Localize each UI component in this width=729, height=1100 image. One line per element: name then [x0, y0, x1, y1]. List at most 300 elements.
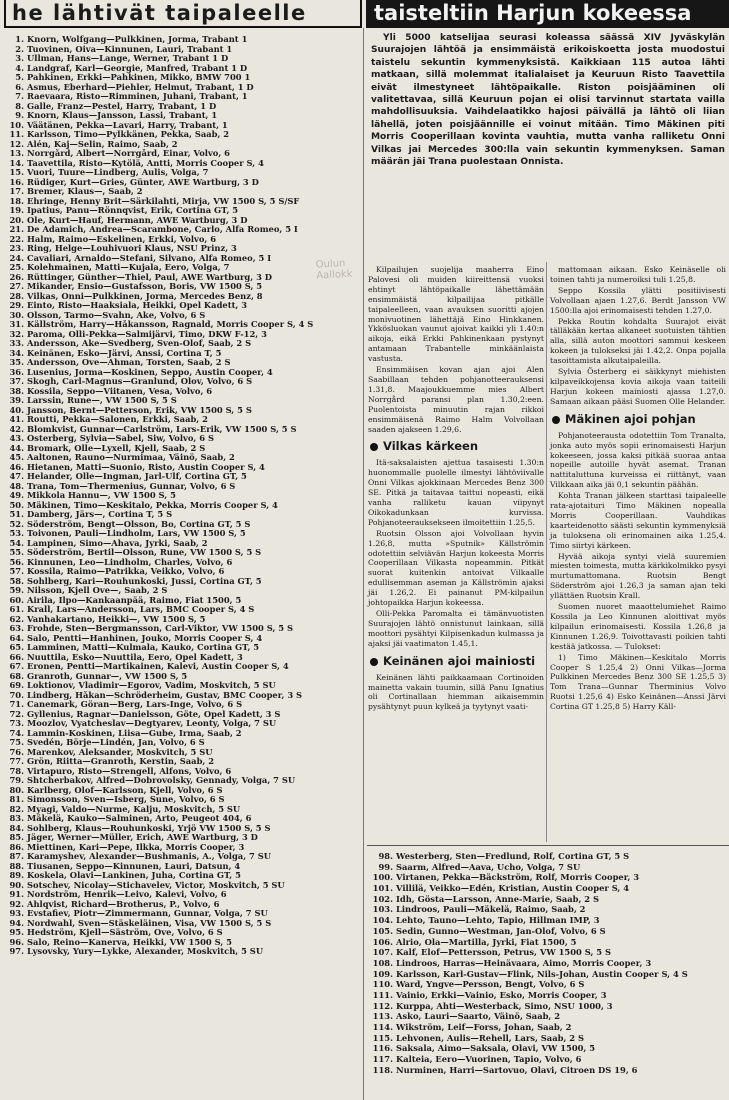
list-item: [4, 900, 360, 910]
entry-number: 9.: [15, 111, 24, 120]
list-item: [4, 444, 360, 454]
entry-text: Idh, Gösta—Larsson, Anne-Marie, Saab, 2 S: [396, 893, 600, 904]
paragraph: Suomen nuoret maaottelumiehet Raimo Kossila ja Leo Kinnunen aloittivat myös kilpailun erinomaisesti. Kossila 1.26,8 ja Kinnunen 1.26,9. Toivottavasti poikien tahti kestää jatkossa. — Tulokset:: [550, 602, 726, 651]
entry-number: 60.: [9, 595, 24, 605]
entry-text: Alén, Kaj—Selin, Raimo, Saab, 2: [27, 139, 178, 149]
paragraph: Olli-Pekka Paromalta ei tämänvuotisten Suurajojen lähtö onnistunut lainkaan, sillä moottori pysähtyi Kilpisenkadun kulmassa ja ajaksi jäi vaatimaton 1.45,1.: [368, 609, 544, 648]
list-item: [367, 1022, 727, 1033]
entry-number: 56.: [9, 557, 24, 567]
list-item: [4, 729, 360, 739]
list-item: [4, 254, 360, 264]
entry-number: 54.: [9, 538, 24, 548]
entry-number: 8.: [15, 101, 24, 111]
list-item: [4, 767, 360, 777]
paragraph: Pohjanoteerausta odotettiin Tom Tranalta, jonka auto myös sopii erinomaisesti Harjun kokeeseen, jossa kaksi pitkää suoraa antaa nopeille autoille hyvät asemat. Tranan nattitaluttuna kurveissa ei riittänyt, vaan Vilkkaan aika jäi 0,1 sekuntin päähän.: [550, 430, 726, 490]
list-item: [367, 969, 727, 980]
list-item: [4, 273, 360, 283]
entry-text: Asko, Lauri—Saarto, Väinö, Saab, 2: [396, 1011, 561, 1022]
entry-number: 106.: [372, 936, 393, 947]
paragraph: 1) Timo Mäkinen—Keskitalo Morris Cooper S 1.25,4 2) Onni Vilkas—Jorma Pulkkinen Mercedes Benz 300 SE 1.25,5 3) Tom Trana—Gunnar Therminius Volvo Ruotsi 1.25,6 4) Esko Keinänen—Anssi Järvi Cortina GT 1.25,8 5) Harry Käll-: [550, 652, 726, 712]
list-item: [4, 472, 360, 482]
entry-number: 27.: [9, 282, 24, 291]
list-item: [4, 406, 360, 416]
entry-number: 84.: [9, 823, 24, 833]
entry-number: 58.: [9, 576, 24, 586]
entry-text: Larssin, Rune—, VW 1500 S, 5 S: [27, 396, 177, 405]
paragraph: Kilpailujen suojelija maaherra Eino Palovesi oli muiden kiireittensä vuoksi ehtinyt lähtöpaikalle lähettämään ensimmäistä kilpailijaa pitkälle taipaleelleen, vaan avauksen suoritti ajojen monivuotinen lähettäjä Eino Hinkkanen. Ykkösluokan vaunut ajoivat kaikki yli 1.40:n aikoja, eikä Erkki Pahkinenkaan pystynyt antamaan Trabantelle minkäänlaista vastusta.: [368, 265, 544, 364]
entry-text: Toivonen, Pauli—Lindholm, Lars, VW 1500 S, 5: [27, 529, 246, 538]
list-item: [4, 140, 360, 150]
entry-number: 48.: [9, 481, 24, 491]
list-item: [4, 168, 360, 178]
list-item: [4, 938, 360, 948]
entry-number: 92.: [9, 899, 24, 909]
entry-number: 63.: [9, 624, 24, 633]
entry-text: Tuovinen, Oiva—Kinnunen, Lauri, Trabant 1: [27, 44, 233, 54]
entry-text: Olsson, Tarmo—Svahn, Ake, Volvo, 6 S: [27, 310, 206, 320]
entry-number: 5.: [15, 73, 24, 82]
list-item: [4, 244, 360, 254]
list-item: [4, 301, 360, 311]
entry-text: Ahlqvist, Richard—Brotherus, P., Volvo, 6: [27, 899, 220, 909]
list-item: [4, 947, 360, 957]
entry-number: 78.: [9, 766, 24, 776]
entry-number: 117.: [372, 1054, 393, 1065]
entry-text: Asmus, Eberhard—Piehler, Helmut, Trabant, 1 D: [27, 82, 254, 92]
paragraph: Ruotsin Olsson ajoi Volvollaan hyvin 1.26,8, mutta »Sputnik» Källströmin odotettiin selviävän Harjun kokeesta Morris Cooperillaan Vilkasta nopeammin. Pitkät suorat kuitenkin antoivat Vilkaalle edullisemman aseman ja Källströmin ajaksi jäi 1.26,2. Ei painanut PM-kilpailun johtopaikka Harjun kokeessa.: [368, 528, 544, 608]
list-item: [4, 159, 360, 169]
entry-text: Gyllenius, Ragnar—Danielsson, Göte, Opel Kadett, 3 S: [27, 709, 281, 719]
entry-number: 40.: [9, 405, 24, 415]
entry-text: Karlberg, Olof—Karlsson, Kjell, Volvo, 6 S: [27, 785, 223, 795]
list-item: [4, 235, 360, 245]
entry-text: Lehvonen, Aulis—Rehell, Lars, Saab, 2 S: [396, 1032, 584, 1043]
entry-text: Salo, Pentti—Hanhinen, Jouko, Morris Cooper S, 4: [27, 633, 263, 643]
entry-text: Damberg, Järs—, Cortina T, 5 S: [27, 510, 173, 519]
list-item: [4, 178, 360, 188]
entry-text: Bromark, Olle—Lyxell, Kjell, Saab, 2 S: [27, 443, 206, 453]
list-item: [4, 558, 360, 568]
entry-number: 34.: [9, 348, 24, 358]
entry-number: 12.: [9, 139, 24, 149]
entry-number: 45.: [9, 453, 24, 462]
list-item: [4, 187, 360, 197]
entry-text: Sohlberg, Klaus—Rouhunkoski, Yrjö VW 1500 S, 5 S: [27, 823, 271, 833]
entry-number: 26.: [9, 272, 24, 282]
subheading-text: Mäkinen ajoi pohjan: [565, 411, 696, 426]
entry-text: Raevaara, Risto—Rimminen, Juhani, Trabant, 1: [27, 92, 248, 101]
entry-number: 87.: [9, 852, 24, 861]
entry-number: 64.: [9, 633, 24, 643]
entry-text: Eronen, Pentti—Martikainen, Kalevi, Austin Cooper S, 4: [27, 662, 289, 671]
list-item: [4, 510, 360, 520]
entry-number: 10.: [9, 120, 24, 130]
entry-number: 103.: [372, 904, 393, 915]
entry-text: Karlsson, Timo—Pylkkänen, Pekka, Saab, 2: [27, 130, 230, 139]
entry-number: 79.: [9, 776, 24, 785]
list-item: [4, 919, 360, 929]
entry-number: 36.: [9, 367, 24, 377]
entry-text: Taavettila, Risto—Kytölä, Antti, Morris Cooper S, 4: [27, 158, 264, 168]
entry-text: Ehringe, Henny Brit—Särkilahti, Mirja, VW 1500 S, 5 S/SF: [27, 196, 300, 206]
entry-text: Sotschev, Nicolay—Stichavelev, Victor, Moskvitch, 5 SU: [27, 880, 285, 890]
entry-number: 89.: [9, 871, 24, 880]
list-item: [4, 64, 360, 74]
list-item: [4, 54, 360, 64]
entry-text: Shtcherbakov, Alfred—Dobrovolsky, Gennady, Volga, 7 SU: [27, 776, 296, 785]
bullet-icon: [370, 658, 378, 666]
list-item: [367, 958, 727, 969]
entry-number: 61.: [9, 605, 24, 614]
entry-number: 7.: [15, 92, 24, 101]
list-item: [4, 396, 360, 406]
list-item: [4, 605, 360, 615]
list-item: [4, 349, 360, 359]
list-item: [4, 482, 360, 492]
list-item: [367, 894, 727, 905]
entry-number: 111.: [372, 989, 393, 1000]
list-item: [367, 979, 727, 990]
entry-text: Jansson, Bernt—Petterson, Erik, VW 1500 S, 5 S: [27, 405, 252, 415]
entry-text: Väätänen, Pekka—Lavari, Harry, Trabant, 1: [27, 120, 228, 130]
list-item: [4, 520, 360, 530]
entry-number: 29.: [9, 301, 24, 310]
entry-text: Aaltonen, Rauno—Nurmimaa, Väinö, Saab, 2: [27, 453, 235, 462]
entry-text: Sohlberg, Kari—Rouhunkoski, Jussi, Cortina GT, 5: [27, 576, 262, 586]
entry-text: Krall, Lars—Andersson, Lars, BMC Cooper S, 4 S: [27, 605, 255, 614]
list-item: [4, 92, 360, 102]
entry-text: Pahkinen, Erkki—Pahkinen, Mikko, BMW 700 1: [27, 73, 251, 82]
list-item: [4, 577, 360, 587]
entry-text: Nurminen, Harri—Sartovuo, Olavi, Citroen DS 19, 6: [396, 1064, 638, 1075]
entry-number: 50.: [9, 500, 24, 510]
entry-text: Lysovsky, Yury—Lykke, Alexander, Moskvitch, 5 SU: [27, 947, 264, 956]
entry-text: Marenkov, Aleksander, Moskvitch, 5 SU: [27, 747, 213, 757]
entry-text: Lusenius, Jorma—Koskinen, Seppo, Austin Cooper, 4: [27, 367, 273, 377]
list-item: [4, 909, 360, 919]
list-item: [4, 814, 360, 824]
list-item: [4, 339, 360, 349]
entry-number: 93.: [9, 909, 24, 918]
list-item: [4, 567, 360, 577]
entry-text: Nuuttila, Esko—Nuuttila, Eero, Opel Kadett, 3: [27, 652, 243, 662]
entry-number: 1.: [15, 35, 24, 44]
entry-number: 44.: [9, 443, 24, 453]
entry-number: 115.: [372, 1032, 393, 1043]
list-item: [4, 149, 360, 159]
entry-text: Alrio, Ola—Martilla, Jyrki, Fiat 1500, 5: [396, 936, 577, 947]
entry-text: Mäkinen, Timo—Keskitalo, Pekka, Morris Cooper S, 4: [27, 500, 278, 510]
list-item: [4, 111, 360, 121]
entry-text: Miettinen, Kari—Pepe, Ilkka, Morris Cooper, 3: [27, 842, 245, 852]
entry-text: Norrgård, Albert—Norrgård, Einar, Volvo, 6: [27, 149, 230, 158]
entry-number: 107.: [372, 947, 393, 958]
entry-number: 51.: [9, 510, 24, 519]
entry-number: 118.: [372, 1064, 393, 1075]
entry-text: Frohde, Sten—Bergmansson, Carl-Viktor, VW 1500 S, 5 S: [27, 624, 293, 633]
subheading-text: Vilkas kärkeen: [383, 439, 479, 454]
list-item: [4, 463, 360, 473]
entry-text: Kinnunen, Leo—Lindholm, Charles, Volvo, 6: [27, 557, 233, 567]
entry-number: 67.: [9, 662, 24, 671]
entry-text: Loktionov, Vladimir—Egorov, Vadim, Moskvitch, 5 SU: [27, 681, 276, 690]
lead-text: Yli 5000 katselijaa seurasi koleassa säässä XIV Jyväskylän Suurajojen lähtöä ja ensimmäistä erikoiskoetta josta muodostui taistelu sekuntin kymmenyksistä. Kaikkiaan 115 autoa lähti matkaan, sillä molemmat italialaiset ja Keuruun Risto Taavettila eivät ilmestyneet lähtöpaikalle. Riston poisjääminen oli valitettavaa, sillä Keuruun pojan ei olisi tarvinnut startata vailla mahdollisuuksia. Vaihdelaatikko hajosi päivällä ja lähtö oli liian lähellä, joten poisjäännille ei voinut mitään. Timo Mäkinen piti Morris Cooperillaan kovinta vauhtia, mutta vanha ralliketu Onni Vilkas jai Mercedes 300:lla vain sekuntin kymmenyksen. Saman määrän jäi Trana puolestaan Onnista.: [371, 33, 725, 168]
entry-text: Andersson, Ove—Ahman, Torsten, Saab, 2 S: [27, 358, 231, 367]
lead-paragraph: [371, 32, 725, 168]
entry-number: 88.: [9, 861, 24, 871]
list-item: [4, 130, 360, 140]
subheading-text: Keinänen ajoi mainiosti: [383, 653, 536, 668]
entry-number: 113.: [372, 1011, 393, 1022]
entry-number: 22.: [9, 234, 24, 244]
list-item: [4, 843, 360, 853]
list-item: [367, 1065, 727, 1076]
entry-text: Nordström, Henrik—Leivo, Kalevi, Volvo, 6: [27, 890, 227, 899]
list-item: [4, 320, 360, 330]
bullet-icon: [370, 443, 378, 451]
entry-text: Hedström, Kjell—Säström, Ove, Volvo, 6 S: [27, 928, 223, 937]
list-item: [367, 851, 727, 862]
entry-number: 86.: [9, 842, 24, 852]
entry-number: 70.: [9, 690, 24, 700]
entry-text: Villilä, Veikko—Edén, Kristian, Austin Cooper S, 4: [396, 883, 630, 894]
list-item: [4, 852, 360, 862]
list-item: [4, 634, 360, 644]
entry-number: 109.: [372, 968, 393, 979]
paragraph: Sylvia Österberg ei säikkynyt miehisten kilpaveikkojensa kovia aikoja vaan taiteili Harjun kokeen mainiosti ajassa 1.27,0. Samaan aikaan pääsi Suomen Olle Helander.: [550, 367, 726, 406]
entry-text: Ullman, Hans—Lange, Werner, Trabant 1 D: [27, 54, 229, 63]
entry-text: Knorn, Wolfgang—Pulkkinen, Jorma, Trabant 1: [27, 35, 248, 44]
entry-number: 76.: [9, 747, 24, 757]
entry-text: Grön, Riitta—Granroth, Kerstin, Saab, 2: [27, 757, 215, 766]
list-item: [4, 748, 360, 758]
entry-text: Myagi, Valdo—Nurme, Kalju, Moskvitch, 5 SU: [27, 804, 241, 814]
entry-text: Andersson, Ake—Svedberg, Sven-Olof, Saab, 2 S: [27, 339, 252, 348]
list-item: [4, 548, 360, 558]
list-item: [4, 691, 360, 701]
entry-text: Westerberg, Sten—Fredlund, Rolf, Cortina GT, 5 S: [396, 851, 630, 861]
entry-number: 101.: [372, 883, 393, 894]
entry-number: 53.: [9, 529, 24, 538]
list-item: [4, 719, 360, 729]
entry-text: Landgraf, Karl—Georgie, Manfred, Trabant 1 D: [27, 63, 248, 73]
entry-number: 98.: [378, 851, 393, 861]
entry-number: 38.: [9, 386, 24, 396]
list-item: [4, 928, 360, 938]
list-item: [4, 263, 360, 273]
entry-number: 68.: [9, 671, 24, 681]
entry-number: 49.: [9, 491, 24, 500]
entry-number: 16.: [9, 177, 24, 187]
list-item: [4, 292, 360, 302]
entry-number: 83.: [9, 814, 24, 823]
entry-text: Lindroos, Pauli—Mäkelä, Raimo, Saab, 2: [396, 904, 586, 915]
list-item: [4, 738, 360, 748]
entry-text: De Adamich, Andrea—Scarambone, Carlo, Alfa Romeo, 5 I: [27, 225, 298, 234]
list-item: [4, 102, 360, 112]
entry-text: Lampinen, Simo—Ahava, Jyrki, Saab, 2: [27, 538, 208, 548]
headline-right: taisteltiin Harjun kokeessa: [366, 0, 729, 28]
entry-text: Skogh, Carl-Magnus—Granlund, Olov, Volvo, 6 S: [27, 377, 253, 386]
entry-text: Lindberg, Håkan—Schröderheim, Gustav, BMC Cooper, 3 S: [27, 690, 303, 700]
entry-text: Källström, Harry—Håkansson, Ragnald, Morris Cooper S, 4 S: [27, 320, 314, 329]
entry-text: Helander, Olle—Ingman, Jarl-Ulf, Cortina GT, 5: [27, 472, 247, 481]
entry-number: 74.: [9, 728, 24, 738]
entry-text: Kossila, Seppo—Viitanen, Vesa, Volvo, 6: [27, 386, 213, 396]
list-item: [4, 121, 360, 131]
entry-number: 43.: [9, 434, 24, 443]
list-item: [367, 1033, 727, 1044]
entry-number: 114.: [372, 1022, 393, 1032]
list-item: [4, 871, 360, 881]
list-item: [4, 805, 360, 815]
entry-list-left: [4, 35, 360, 957]
list-item: [4, 368, 360, 378]
list-item: [4, 662, 360, 672]
entry-text: Rüdiger, Kurt—Gries, Günter, AWE Wartburg, 3 D: [27, 177, 259, 187]
entry-text: Saarm, Alfred—Aava, Ucho, Volga, 7 SU: [396, 861, 581, 872]
list-item: [4, 643, 360, 653]
entry-number: 55.: [9, 548, 24, 557]
entry-text: Rüttinger, Günther—Thiel, Paul, AWE Wartburg, 3 D: [27, 272, 273, 282]
entry-text: Granroth, Gunnar—, VW 1500 S, 5: [27, 671, 188, 681]
list-item: [4, 681, 360, 691]
list-item: [4, 434, 360, 444]
list-item: [4, 282, 360, 292]
entry-number: 80.: [9, 785, 24, 795]
entry-text: Moozlov, Vyatcheslav—Degtyarev, Leonty, Volga, 7 SU: [27, 719, 277, 728]
entry-number: 23.: [9, 244, 24, 253]
entry-number: 99.: [378, 861, 393, 872]
entry-number: 65.: [9, 643, 24, 652]
entry-number: 28.: [9, 291, 24, 301]
list-item: [4, 216, 360, 226]
entry-number: 77.: [9, 757, 24, 766]
entry-number: 71.: [9, 700, 24, 709]
entry-text: Canemark, Göran—Berg, Lars-Inge, Volvo, 6 S: [27, 700, 243, 709]
list-item: [4, 387, 360, 397]
entry-text: Galle, Franz—Pestel, Harry, Trabant, 1 D: [27, 101, 217, 111]
entry-number: 116.: [372, 1043, 393, 1054]
entry-number: 4.: [15, 63, 24, 73]
list-item: [367, 1054, 727, 1065]
list-item: [367, 1011, 727, 1022]
entry-number: 41.: [9, 415, 24, 424]
entry-number: 110.: [372, 979, 393, 990]
entry-text: Jäger, Werner—Müller, Erich, AWE Wartburg, 3 D: [27, 833, 258, 842]
entry-number: 3.: [15, 54, 24, 63]
list-item: [4, 624, 360, 634]
list-item: [4, 653, 360, 663]
entry-text: Lammin-Koskinen, Liisa—Gube, Irma, Saab, 2: [27, 728, 242, 738]
entry-text: Svedén, Börje—Lindén, Jan, Volvo, 6 S: [27, 738, 205, 747]
entry-text: Ring, Helge—Louhivuori Klaus, NSU Prinz, 3: [27, 244, 237, 253]
list-item: [367, 862, 727, 873]
entry-text: Trana, Tom—Thermenius, Gunnar, Volvo, 6 S: [27, 481, 236, 491]
headline-left: he lähtivät taipaleelle: [4, 0, 362, 28]
list-item: [4, 453, 360, 463]
entry-number: 2.: [15, 44, 24, 54]
list-item: [4, 757, 360, 767]
list-item: [367, 1001, 727, 1012]
paragraph: Seppo Kossila ylätti positiivisesti Volvollaan ajaen 1.27,6. Berdt Jansson VW 1500:lla ajoi erinomaisesti tehden 1.27,0.: [550, 285, 726, 315]
list-item: [4, 862, 360, 872]
entry-text: Koskela, Olavi—Lankinen, Juha, Cortina GT, 5: [27, 871, 241, 880]
entry-number: 108.: [372, 957, 393, 968]
entry-text: Tiusanen, Seppo—Kinnunen, Lauri, Datsun, 4: [27, 861, 241, 871]
entry-text: Vanhakartano, Heikki—, VW 1500 S, 5: [27, 614, 206, 624]
entry-text: Einto, Risto—Haaksiala, Heikki, Opel Kadett, 3: [27, 301, 248, 310]
entry-text: Nordwahl, Sven—Stäskeläinen, Visa, VW 1500 S, 5 S: [27, 918, 272, 928]
entry-number: 66.: [9, 652, 24, 662]
entry-number: 85.: [9, 833, 24, 842]
list-item: [4, 501, 360, 511]
list-item: [4, 415, 360, 425]
entry-text: Vuori, Tuure—Lindberg, Aulis, Volga, 7: [27, 168, 209, 177]
list-item: [4, 786, 360, 796]
list-item: [367, 872, 727, 883]
list-item: [367, 990, 727, 1001]
entry-number: 95.: [9, 928, 24, 937]
article-column-a: [368, 265, 544, 713]
entry-text: Söderström, Bengt—Olsson, Bo, Cortina GT, 5 S: [27, 519, 251, 529]
list-item: [4, 225, 360, 235]
entry-number: 6.: [15, 82, 24, 92]
entry-list-right: [367, 851, 727, 1075]
entry-text: Simonsson, Sven—Isberg, Sune, Volvo, 6 S: [27, 795, 225, 804]
entry-number: 25.: [9, 263, 24, 272]
list-item: [4, 330, 360, 340]
entry-text: Karamyshev, Alexander—Bushmanis, A., Volga, 7 SU: [27, 852, 272, 861]
list-item: [4, 45, 360, 55]
list-item: [367, 926, 727, 937]
entry-text: Paroma, Olli-Pekka—Salmijärvi, Timo, DKW F-12, 3: [27, 329, 267, 339]
entry-number: 42.: [9, 424, 24, 434]
entry-text: Vilkas, Onni—Pulkkinen, Jorma, Mercedes Benz, 8: [27, 291, 263, 301]
list-item: [4, 881, 360, 891]
paragraph: Ensimmäisen kovan ajan ajoi Alen Saabillaan tehden pohjanotteerauksensi 1.31,8. Maajoukkuemme mies Albert Norrgård paransi plan 1.30,2:een. Puolentoista minuutin rajan rikkoi ensimmäisenä Raimo Halm Volvollaan saaden ajakseen 1.29,6.: [368, 365, 544, 434]
list-item: [4, 700, 360, 710]
entry-text: Söderström, Bertil—Olsson, Rune, VW 1500 S, 5 S: [27, 548, 262, 557]
list-item: [4, 35, 360, 45]
entry-number: 81.: [9, 795, 24, 804]
entry-text: Kalteia, Eero—Vuorinen, Tapio, Volvo, 6: [396, 1054, 582, 1065]
entry-number: 47.: [9, 472, 24, 481]
entry-number: 104.: [372, 915, 393, 926]
entry-number: 32.: [9, 329, 24, 339]
list-item: [367, 1043, 727, 1054]
list-item: [4, 833, 360, 843]
entry-text: Lehto, Tauno—Lehto, Tapio, Hillman IMP, 3: [396, 915, 600, 926]
entry-number: 33.: [9, 339, 24, 348]
entry-number: 13.: [9, 149, 24, 158]
list-item: [4, 672, 360, 682]
entry-number: 57.: [9, 567, 24, 576]
entry-number: 46.: [9, 462, 24, 472]
entry-text: Vainio, Erkki—Vainio, Esko, Morris Cooper, 3: [396, 989, 607, 1000]
list-item: [4, 710, 360, 720]
list-item: [4, 596, 360, 606]
list-item: [4, 83, 360, 93]
entry-number: 14.: [9, 158, 24, 168]
entry-text: Virtapuro, Risto—Strengell, Alfons, Volvo, 6: [27, 766, 232, 776]
entry-number: 21.: [9, 225, 24, 234]
entry-number: 62.: [9, 614, 24, 624]
entry-number: 100.: [372, 872, 393, 883]
entry-number: 102.: [372, 893, 393, 904]
list-item: [367, 915, 727, 926]
entry-text: Kolehmainen, Matti—Kujala, Eero, Volga, 7: [27, 263, 230, 272]
